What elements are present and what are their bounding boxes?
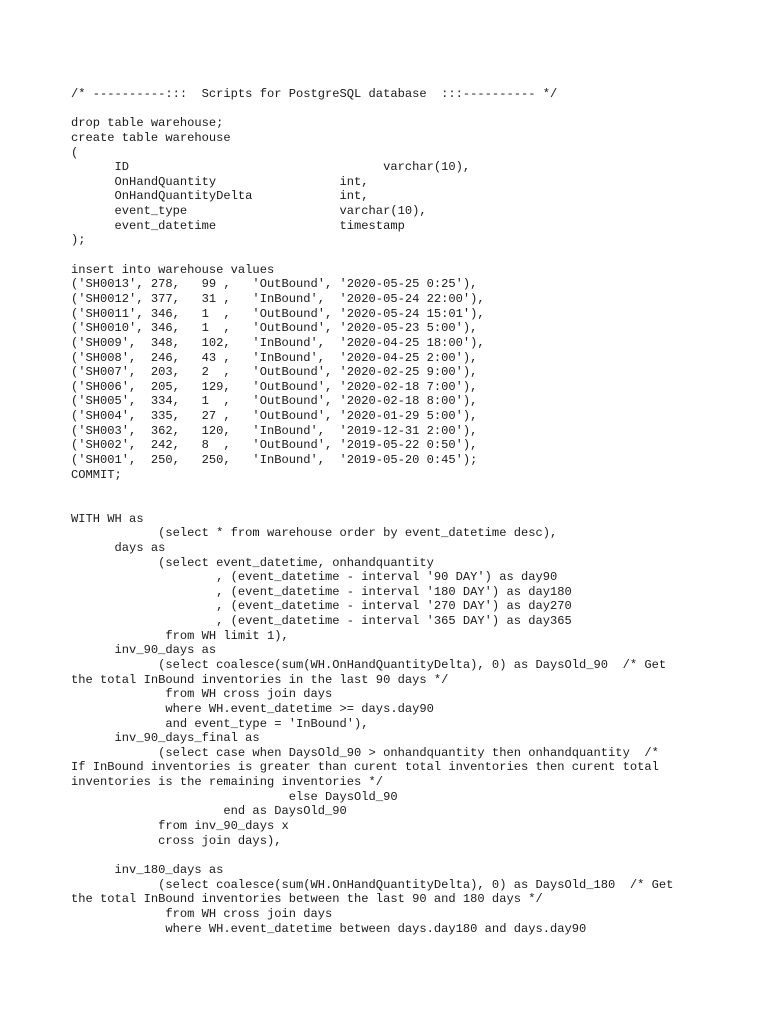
code-line: ('SH0012', 377, 31 , 'InBound', '2020-05-24 22:00'), [71,291,485,306]
code-line: end as DaysOld_90 [71,804,347,819]
code-line: and event_type = 'InBound'), [71,716,369,731]
code-line: where WH.event_datetime >= days.day90 [71,701,434,716]
code-line: ID varchar(10), [71,160,471,175]
code-line [71,497,731,512]
code-line: inv_90_days as [71,643,217,658]
code-line: from WH cross join days [71,687,333,702]
code-line: ('SH005', 334, 1 , 'OutBound', '2020-02-18 8:00'), [71,394,478,409]
code-line: the total InBound inventories between the last 90 and 180 days */ [71,892,543,907]
code-line: ('SH006', 205, 129, 'OutBound', '2020-02-18 7:00'), [71,379,478,394]
code-line: inventories is the remaining inventories */ [71,775,384,790]
code-line: ('SH007', 203, 2 , 'OutBound', '2020-02-25 9:00'), [71,365,478,380]
sql-script-text [71,87,731,936]
code-line [71,248,731,263]
code-line: , (event_datetime - interval '90 DAY') as day90 [71,570,558,585]
code-line: (select coalesce(sum(WH.OnHandQuantityDelta), 0) as DaysOld_90 /* Get [71,657,667,672]
code-line: ( [71,145,79,160]
code-line: (select * from warehouse order by event_datetime desc), [71,526,558,541]
code-line: else DaysOld_90 [71,789,398,804]
code-line: the total InBound inventories in the last 90 days */ [71,672,449,687]
code-line: from WH limit 1), [71,628,289,643]
code-line: ('SH009', 348, 102, 'InBound', '2020-04-25 18:00'), [71,335,485,350]
code-line [71,102,731,117]
code-line: OnHandQuantity int, [71,174,369,189]
code-line: days as [71,540,166,555]
code-line: , (event_datetime - interval '270 DAY') as day270 [71,599,572,614]
code-line: (select case when DaysOld_90 > onhandquantity then onhandquantity /* [71,745,659,760]
code-line: OnHandQuantityDelta int, [71,189,369,204]
code-line: (select event_datetime, onhandquantity [71,555,434,570]
code-line: ('SH004', 335, 27 , 'OutBound', '2020-01-29 5:00'), [71,409,478,424]
code-line: ('SH003', 362, 120, 'InBound', '2019-12-31 2:00'), [71,423,478,438]
code-line: create table warehouse [71,130,231,145]
code-line: ); [71,233,86,248]
code-line: ('SH001', 250, 250, 'InBound', '2019-05-20 0:45'); [71,453,478,468]
code-line: event_type varchar(10), [71,204,427,219]
code-line: from WH cross join days [71,906,333,921]
code-line: event_datetime timestamp [71,218,405,233]
document-page [71,87,731,936]
code-line: ('SH008', 246, 43 , 'InBound', '2020-04-25 2:00'), [71,350,478,365]
code-line: where WH.event_datetime between days.day180 and days.day90 [71,921,587,936]
code-line: , (event_datetime - interval '365 DAY') as day365 [71,614,572,629]
code-line: from inv_90_days x [71,819,289,834]
code-line [71,848,731,863]
code-line: ('SH002', 242, 8 , 'OutBound', '2019-05-22 0:50'), [71,438,478,453]
code-line: (select coalesce(sum(WH.OnHandQuantityDelta), 0) as DaysOld_180 /* Get [71,877,674,892]
code-line: cross join days), [71,833,282,848]
code-line: insert into warehouse values [71,262,275,277]
code-line: WITH WH as [71,511,144,526]
code-line: ('SH0011', 346, 1 , 'OutBound', '2020-05-24 15:01'), [71,306,485,321]
code-line: COMMIT; [71,467,122,482]
code-line: ('SH0010', 346, 1 , 'OutBound', '2020-05-23 5:00'), [71,321,478,336]
code-line: inv_90_days_final as [71,731,260,746]
code-line: , (event_datetime - interval '180 DAY') as day180 [71,584,572,599]
code-line: drop table warehouse; [71,116,224,131]
code-line [71,482,731,497]
code-line: inv_180_days as [71,862,224,877]
code-line: ('SH0013', 278, 99 , 'OutBound', '2020-05-25 0:25'), [71,277,478,292]
code-line: /* ----------::: Scripts for PostgreSQL database :::---------- */ [71,87,558,101]
code-line: If InBound inventories is greater than curent total inventories then curent total [71,760,659,775]
